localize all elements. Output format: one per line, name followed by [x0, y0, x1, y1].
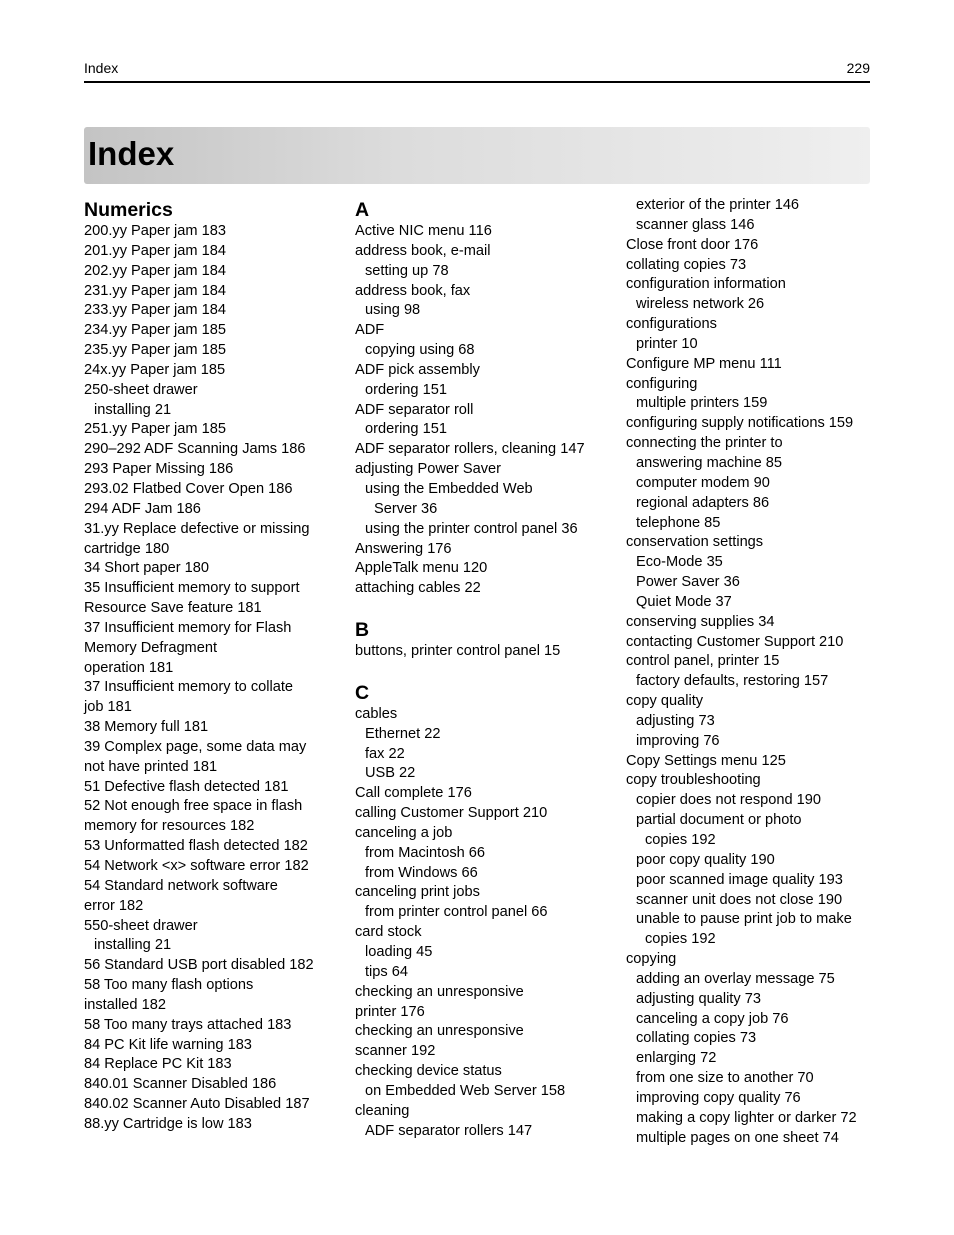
index-entry: 58 Too many flash options	[84, 977, 254, 994]
index-entry: cleaning	[355, 1102, 410, 1119]
index-entry: Resource Save feature 181	[84, 600, 262, 617]
index-entry: calling Customer Support 210	[355, 805, 548, 822]
index-entry: operation 181	[84, 659, 174, 676]
running-header-section: Index	[84, 60, 119, 76]
index-entry: checking an unresponsive	[355, 983, 524, 1000]
index-entry: 54 Standard network software	[84, 877, 278, 894]
index-entry: 235.yy Paper jam 185	[84, 342, 226, 359]
index-entry: 293.02 Flatbed Cover Open 186	[84, 480, 293, 497]
index-subentry: canceling a copy job 76	[636, 1010, 789, 1027]
index-subentry: multiple printers 159	[636, 395, 768, 412]
index-entry: collating copies 73	[626, 256, 747, 273]
index-subentry: from Macintosh 66	[365, 844, 486, 861]
index-entry: 53 Unformatted flash detected 182	[84, 838, 308, 855]
index-subentry: making a copy lighter or darker 72	[636, 1109, 857, 1126]
index-entry: Call complete 176	[355, 785, 472, 802]
index-entry: 550‑sheet drawer	[84, 917, 198, 934]
index-subentry: answering machine 85	[636, 454, 783, 471]
index-entry: conserving supplies 34	[626, 613, 775, 630]
index-entry: canceling a job	[355, 824, 453, 841]
index-subentry: from printer control panel 66	[365, 904, 548, 921]
index-entry: copying	[626, 951, 677, 968]
index-subentry: ordering 151	[365, 381, 447, 398]
section-heading-c: C	[355, 681, 370, 704]
index-subentry: adding an overlay message 75	[636, 970, 835, 987]
index-entry: buttons, printer control panel 15	[355, 643, 561, 660]
index-entry: 88.yy Cartridge is low 183	[84, 1115, 252, 1132]
index-subentry: partial document or photo	[636, 812, 802, 829]
index-entry: 35 Insufficient memory to support	[84, 580, 300, 597]
index-entry: printer 176	[355, 1003, 425, 1020]
index-subentry: using 98	[365, 302, 421, 319]
index-entry: 39 Complex page, some data may	[84, 738, 307, 755]
header-rule	[84, 81, 870, 83]
index-entry: 234.yy Paper jam 185	[84, 322, 226, 339]
index-subentry: from one size to another 70	[636, 1070, 814, 1087]
index-subentry: setting up 78	[365, 262, 449, 279]
index-entry: 840.01 Scanner Disabled 186	[84, 1076, 277, 1093]
index-subentry: adjusting 73	[636, 712, 715, 729]
index-entry: attaching cables 22	[355, 580, 481, 597]
index-subentry: enlarging 72	[636, 1050, 717, 1067]
running-header	[84, 60, 870, 76]
index-entry: 202.yy Paper jam 184	[84, 262, 226, 279]
page-title: Index	[88, 135, 175, 172]
index-subentry: Server 36	[374, 500, 438, 517]
index-entry: 250‑sheet drawer	[84, 381, 198, 398]
index-subentry: printer 10	[636, 335, 698, 352]
index-entry: 840.02 Scanner Auto Disabled 187	[84, 1096, 310, 1113]
index-subentry: copier does not respond 190	[636, 792, 821, 809]
index-entry: installed 182	[84, 996, 166, 1013]
section-heading-b: B	[355, 619, 370, 642]
index-entry: ADF	[355, 322, 385, 339]
index-entry: Configure MP menu 111	[626, 355, 782, 372]
index-subentry: Eco‑Mode 35	[636, 554, 723, 571]
index-entry: 294 ADF Jam 186	[84, 500, 201, 517]
index-entry: ADF pick assembly	[355, 361, 480, 378]
index-subentry: computer modem 90	[636, 474, 770, 491]
index-entry: Copy Settings menu 125	[626, 752, 786, 769]
section-heading-numerics: Numerics	[84, 199, 173, 221]
index-entry: cartridge 180	[84, 540, 170, 557]
index-subentry: installing 21	[94, 937, 172, 954]
index-entry: 56 Standard USB port disabled 182	[84, 957, 314, 974]
index-subentry: installing 21	[94, 401, 172, 418]
index-entry: Active NIC menu 116	[355, 223, 492, 239]
index-entry: ADF separator roll	[355, 401, 474, 418]
index-subentry: wireless network 26	[636, 296, 765, 313]
index-subentry: collating copies 73	[636, 1030, 757, 1047]
index-entry: 51 Defective flash detected 181	[84, 778, 289, 795]
index-subentry: using the printer control panel 36	[365, 520, 578, 537]
index-subentry: using the Embedded Web	[365, 480, 533, 497]
index-entry: address book, e‑mail	[355, 242, 491, 259]
index-subentry: loading 45	[365, 944, 433, 960]
index-subentry: from Windows 66	[365, 864, 478, 881]
index-entry: 293 Paper Missing 186	[84, 461, 234, 478]
index-entry: 52 Not enough free space in flash	[84, 798, 303, 815]
index-entry: 201.yy Paper jam 184	[84, 242, 226, 259]
index-entry: configuring	[626, 375, 698, 392]
index-subentry: adjusting quality 73	[636, 990, 761, 1007]
index-entry: AppleTalk menu 120	[355, 560, 488, 577]
index-entry: 84 Replace PC Kit 183	[84, 1056, 232, 1073]
index-entry: 24x.yy Paper jam 185	[84, 361, 226, 378]
title-band	[84, 127, 870, 184]
index-entry: connecting the printer to	[626, 435, 783, 452]
index-entry: 251.yy Paper jam 185	[84, 421, 226, 438]
index-subentry: poor scanned image quality 193	[636, 871, 843, 888]
index-subentry: improving 76	[636, 732, 720, 749]
index-entry: copy quality	[626, 693, 704, 710]
index-entry: memory for resources 182	[84, 818, 255, 835]
index-entry: Answering 176	[355, 540, 452, 557]
index-entry: configuring supply notifications 159	[626, 415, 854, 432]
page-number: 229	[846, 60, 870, 76]
index-subentry: exterior of the printer 146	[636, 197, 800, 213]
index-subentry: regional adapters 86	[636, 494, 770, 511]
index-entry: address book, fax	[355, 282, 471, 299]
index-subentry: poor copy quality 190	[636, 851, 775, 868]
index-subentry: Ethernet 22	[365, 725, 441, 742]
index-entry: 231.yy Paper jam 184	[84, 282, 226, 299]
index-column-2	[355, 196, 610, 1141]
index-entry: job 181	[84, 699, 132, 716]
index-entry: card stock	[355, 924, 422, 941]
index-entry: 290–292 ADF Scanning Jams 186	[84, 441, 306, 458]
index-entry: 37 Insufficient memory for Flash	[84, 619, 292, 636]
index-entry: checking device status	[355, 1063, 502, 1080]
index-entry: not have printed 181	[84, 758, 218, 775]
index-entry: configurations	[626, 316, 717, 333]
index-entry: configuration information	[626, 276, 786, 293]
index-subentry: unable to pause print job to make	[636, 911, 852, 928]
index-entry: 58 Too many trays attached 183	[84, 1016, 292, 1033]
index-subentry: ordering 151	[365, 421, 447, 438]
index-subentry: scanner glass 146	[636, 216, 755, 233]
index-subentry: on Embedded Web Server 158	[365, 1082, 566, 1099]
index-entry: 233.yy Paper jam 184	[84, 302, 226, 319]
index-entry: ADF separator rollers, cleaning 147	[355, 441, 585, 458]
index-entry: 31.yy Replace defective or missing	[84, 520, 310, 537]
index-subentry: USB 22	[365, 765, 416, 782]
index-entry: 34 Short paper 180	[84, 560, 209, 577]
index-entry: canceling print jobs	[355, 884, 480, 901]
index-entry: cables	[355, 705, 398, 722]
section-heading-a: A	[355, 199, 370, 221]
index-entry: copy troubleshooting	[626, 772, 761, 789]
index-subentry: copies 192	[645, 931, 716, 948]
index-entry: 54 Network <x> software error 182	[84, 858, 309, 874]
index-entry: error 182	[84, 897, 144, 914]
index-entry: 200.yy Paper jam 183	[84, 223, 226, 239]
index-entry: 37 Insufficient memory to collate	[84, 679, 294, 696]
index-subentry: fax 22	[365, 745, 405, 762]
index-subentry: telephone 85	[636, 514, 721, 531]
index-entry: adjusting Power Saver	[355, 461, 502, 478]
index-entry: conservation settings	[626, 534, 764, 551]
index-subentry: copying using 68	[365, 342, 475, 359]
index-subentry: multiple pages on one sheet 74	[636, 1129, 839, 1146]
index-entry: Close front door 176	[626, 236, 759, 253]
index-entry: control panel, printer 15	[626, 653, 780, 670]
index-subentry: Quiet Mode 37	[636, 593, 732, 610]
index-entry: contacting Customer Support 210	[626, 633, 844, 650]
index-subentry: Power Saver 36	[636, 574, 740, 591]
index-entry: 84 PC Kit life warning 183	[84, 1036, 252, 1053]
index-subentry: improving copy quality 76	[636, 1089, 801, 1106]
index-subentry: factory defaults, restoring 157	[636, 673, 829, 690]
index-entry: Memory Defragment	[84, 639, 218, 656]
index-subentry: scanner unit does not close 190	[636, 891, 843, 908]
index-column-1	[84, 196, 334, 1135]
index-subentry: tips 64	[365, 963, 408, 980]
index-column-3	[626, 196, 886, 1149]
index-entry: 38 Memory full 181	[84, 719, 209, 736]
index-entry: scanner 192	[355, 1043, 436, 1060]
index-entry: checking an unresponsive	[355, 1023, 524, 1040]
index-subentry: ADF separator rollers 147	[365, 1122, 533, 1139]
index-subentry: copies 192	[645, 832, 716, 848]
